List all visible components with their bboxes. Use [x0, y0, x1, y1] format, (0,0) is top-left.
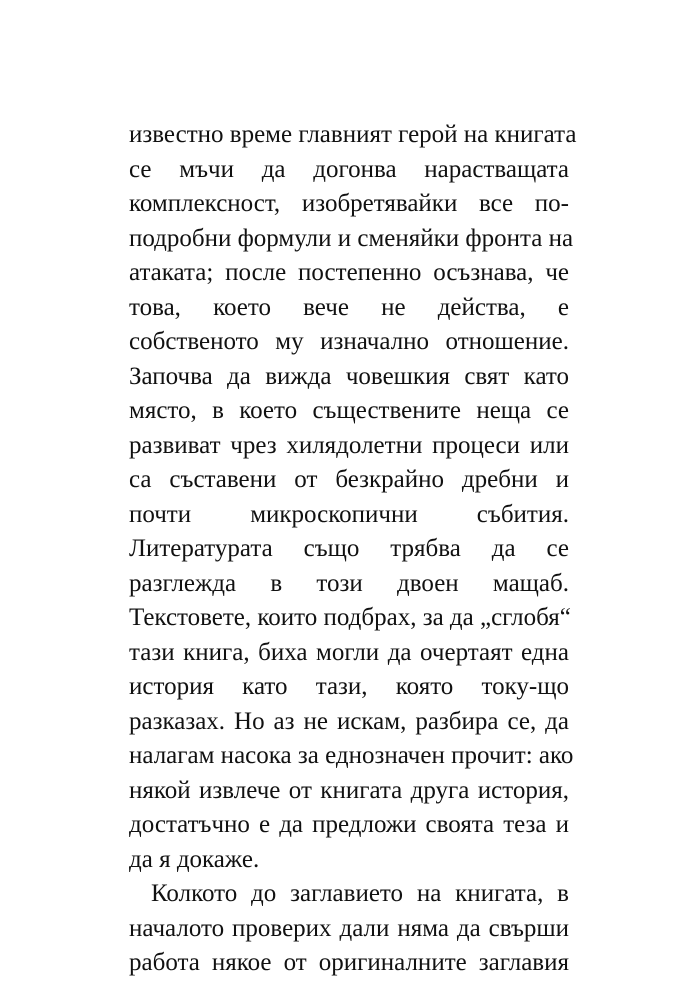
- text-line: това, което вече не действа, е: [129, 293, 569, 321]
- text-line: достатъчно е да предложи своята теза и: [129, 811, 569, 838]
- text-line: някой извлече от книгата друга история,: [129, 776, 569, 804]
- text-line: Литературата също трябва да се: [129, 535, 569, 562]
- text-line: тази книга, биха могли да очертаят една: [129, 638, 569, 666]
- text-line: собственото му изначално отношение.: [129, 328, 569, 355]
- text-line: са съставени от безкрайно дребни и: [129, 466, 569, 493]
- text-line: Започва да вижда човешкия свят като: [129, 362, 569, 390]
- text-line: атаката; после постепенно осъзнава, че: [129, 259, 569, 286]
- text-line: почти микроскопични събития.: [129, 500, 569, 528]
- text-line: известно време главният герой на книгата: [129, 121, 577, 148]
- text-line: началото проверих дали няма да свърши: [129, 914, 569, 942]
- text-line: история като тази, която току-що: [129, 673, 569, 700]
- text-line: се мъчи да догонва нарастващата: [129, 155, 569, 183]
- text-line: място, в което съществените неща се: [129, 397, 569, 424]
- text-line: работа някое от оригиналните заглавия: [129, 949, 569, 976]
- paragraph-first-line: Колкото до заглавието на книгата, в: [151, 880, 569, 907]
- text-line: Текстовете, които подбрах, за да „сглобя“: [129, 604, 571, 631]
- text-line: подробни формули и сменяйки фронта на: [129, 224, 574, 252]
- text-line: развиват чрез хилядолетни процеси или: [129, 431, 569, 459]
- text-line: разказах. Но аз не искам, разбира се, да: [129, 707, 569, 735]
- text-line: налагам насока за еднозначен прочит: ако: [129, 742, 574, 769]
- paragraph-last-line: да я докаже.: [129, 845, 260, 873]
- body-text: [129, 118, 577, 981]
- text-line: разглежда в този двоен мащаб.: [129, 569, 569, 597]
- text-line: комплексност, изобретявайки все по-: [129, 190, 569, 217]
